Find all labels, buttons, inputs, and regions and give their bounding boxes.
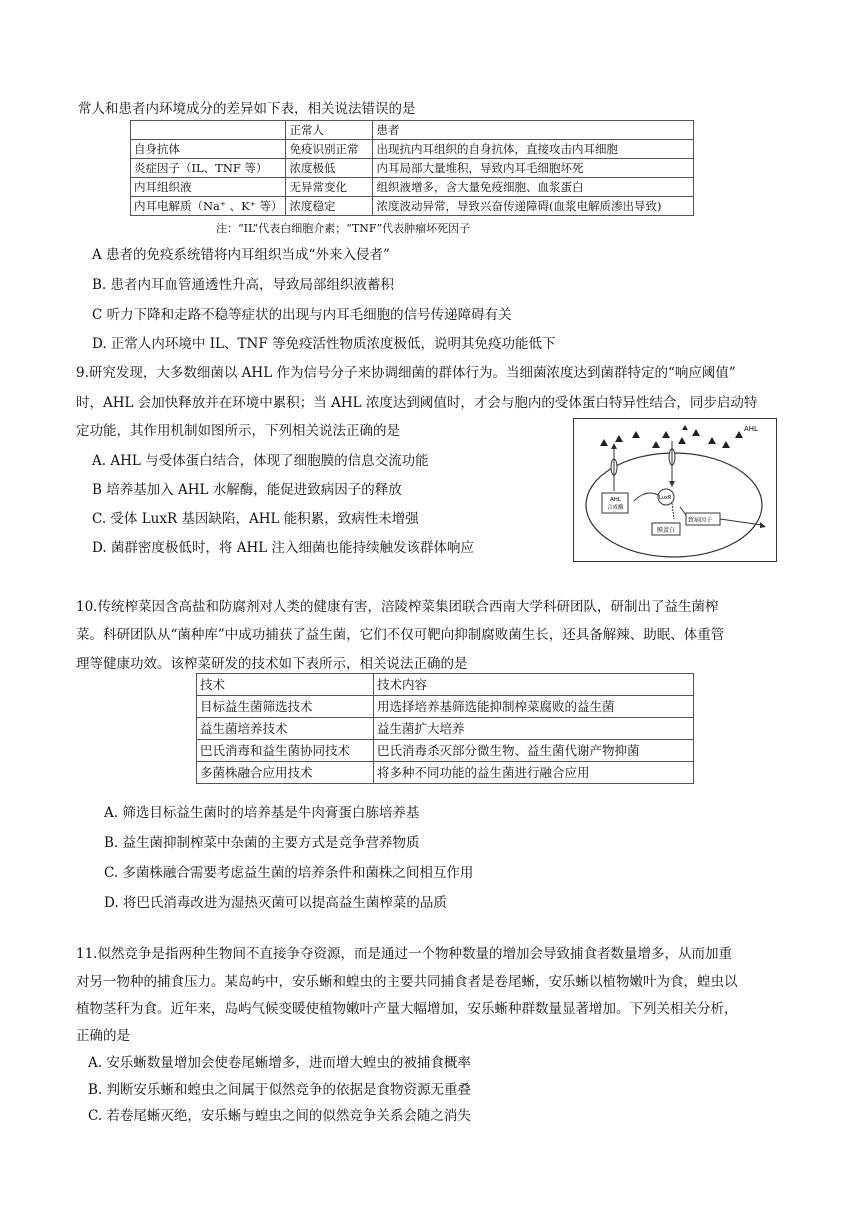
table-cell: 正常人 [286,121,373,140]
table-cell: 益生菌培养技术 [197,718,374,740]
factor-label: 致病因子 [688,517,713,524]
table-cell: 内耳局部大量堆积，导致内耳毛细胞坏死 [373,159,694,178]
q8-stem: 常人和患者内环境成分的差异如下表，相关说法错误的是 [78,101,416,117]
table-cell: 内耳电解质（Na⁺ 、K⁺ 等） [131,197,286,216]
q10-option-a: A. 筛选目标益生菌时的培养基是牛肉膏蛋白胨培养基 [104,805,420,821]
q10-option-b: B. 益生菌抑制榨菜中杂菌的主要方式是竞争营养物质 [104,835,420,851]
table-row [131,159,694,178]
q10-option-c: C. 多菌株融合需要考虑益生菌的培养条件和菌株之间相互作用 [104,865,474,881]
table-cell: 目标益生菌筛选技术 [197,696,374,718]
q9-option-d: D. 菌群密度极低时，将 AHL 注入细菌也能持续触发该群体响应 [92,540,474,556]
table-cell: 益生菌扩大培养 [374,718,694,740]
q8-option-c: C 听力下降和走路不稳等症状的出现与内耳毛细胞的信号传递障碍有关 [92,307,512,323]
q11-option-b: B. 判断安乐蜥和蝗虫之间属于似然竞争的依据是食物资源无重叠 [88,1082,472,1098]
q10-stem-line: 菜。科研团队从“菌种库”中成功捕获了益生菌，它们不仅可靶向抑制腐败菌生长，还具备解辣、助眠、体重管 [76,627,725,643]
synthase-label: AHL [610,497,621,503]
table-cell: 巴氏消毒杀灭部分微生物、益生菌代谢产物抑菌 [374,740,694,762]
table-cell: 炎症因子（IL、TNF 等） [131,159,286,178]
membrane-protein-label: 膜蛋白 [657,527,676,534]
table-row [131,121,694,140]
table-cell: 浓度稳定 [286,197,373,216]
q11-stem-line: 植物茎秆为食。近年来，岛屿气候变暖使植物嫩叶产量大幅增加，安乐蜥种群数量显著增加。下列关相关分析， [76,1001,738,1017]
q8-option-d: D. 正常人内环境中 IL、TNF 等免疫活性物质浓度极低，说明其免疫功能低下 [92,336,556,352]
ahl-mechanism-figure [573,418,777,562]
table-row [197,740,694,762]
table-row [197,696,694,718]
q8-option-b: B. 患者内耳血管通透性升高，导致局部组织液蓄积 [92,277,395,293]
table-row [131,178,694,197]
table-cell: 技术 [197,674,374,696]
q11-stem-line: 11.似然竞争是指两种生物间不直接争夺资源，而是通过一个物种数量的增加会导致捕食者数量增多，从而加重 [76,946,732,962]
q10-stem-line: 10.传统榨菜因含高盐和防腐剂对人类的健康有害，涪陵榨菜集团联合西南大学科研团队，研制出了益生菌榨 [76,599,719,615]
luxr-label: LuxR [659,495,672,501]
q8-table [130,120,694,216]
table-row [197,674,694,696]
q10-option-d: D. 将巴氏消毒改进为湿热灭菌可以提高益生菌榨菜的品质 [104,895,447,911]
table-cell: 患者 [373,121,694,140]
table-cell: 免疫识别正常 [286,140,373,159]
mechanism-diagram [574,419,776,561]
table-cell: 用选择培养基筛选能抑制榨菜腐败的益生菌 [374,696,694,718]
svg-text:合成酶: 合成酶 [607,505,624,511]
q9-option-b: B 培养基加入 AHL 水解酶，能促进致病因子的释放 [92,482,402,498]
table-cell: 将多种不同功能的益生菌进行融合应用 [374,762,694,784]
table-row [197,762,694,784]
q8-option-a: A 患者的免疫系统错将内耳组织当成“外来入侵者” [92,247,390,263]
table-cell: 多菌株融合应用技术 [197,762,374,784]
table-cell: 浓度极低 [286,159,373,178]
table-cell [131,121,286,140]
q9-option-c: C. 受体 LuxR 基因缺陷，AHL 能积累，致病性未增强 [92,511,419,527]
table-cell: 内耳组织液 [131,178,286,197]
table-cell: 组织液增多，含大量免疫细胞、血浆蛋白 [373,178,694,197]
table-note: 注：“IL”代表白细胞介素；“TNF”代表肿瘤坏死因子 [216,222,471,235]
q11-option-c: C. 若卷尾蜥灭绝，安乐蜥与蝗虫之间的似然竞争关系会随之消失 [88,1108,471,1124]
q11-option-a: A. 安乐蜥数量增加会使卷尾蜥增多，进而增大蝗虫的被捕食概率 [88,1055,471,1071]
q9-stem-line: 9.研究发现，大多数细菌以 AHL 作为信号分子来协调细菌的群体行为。当细菌浓度达到菌群特定的“响应阈值” [76,365,736,381]
table-row [131,197,694,216]
table-cell: 自身抗体 [131,140,286,159]
q9-option-a: A. AHL 与受体蛋白结合，体现了细胞膜的信息交流功能 [92,453,429,469]
q10-stem-line: 理等健康功效。该榨菜研发的技术如下表所示，相关说法正确的是 [76,656,468,672]
table-cell: 浓度波动异常，导致兴奋传递障碍(血浆电解质渗出导致) [373,197,694,216]
q11-stem-line: 对另一物种的捕食压力。某岛屿中，安乐蜥和蝗虫的主要共同捕食者是卷尾蜥，安乐蜥以植物嫩叶为食，蝗虫以 [76,974,738,990]
table-cell: 技术内容 [374,674,694,696]
q9-stem-line: 时，AHL 会加快释放并在环境中累积；当 AHL 浓度达到阈值时，才会与胞内的受体蛋白特异性结合，同步启动特 [76,395,758,411]
q11-stem-line: 正确的是 [76,1028,130,1044]
table-cell: 无异常变化 [286,178,373,197]
table-row [197,718,694,740]
table-cell: 巴氏消毒和益生菌协同技术 [197,740,374,762]
table-cell: 出现抗内耳组织的自身抗体，直接攻击内耳细胞 [373,140,694,159]
q9-stem-line: 定功能，其作用机制如图所示，下列相关说法正确的是 [76,423,400,439]
ahl-label: AHL [744,425,758,433]
table-row [131,140,694,159]
q10-table [196,673,694,784]
